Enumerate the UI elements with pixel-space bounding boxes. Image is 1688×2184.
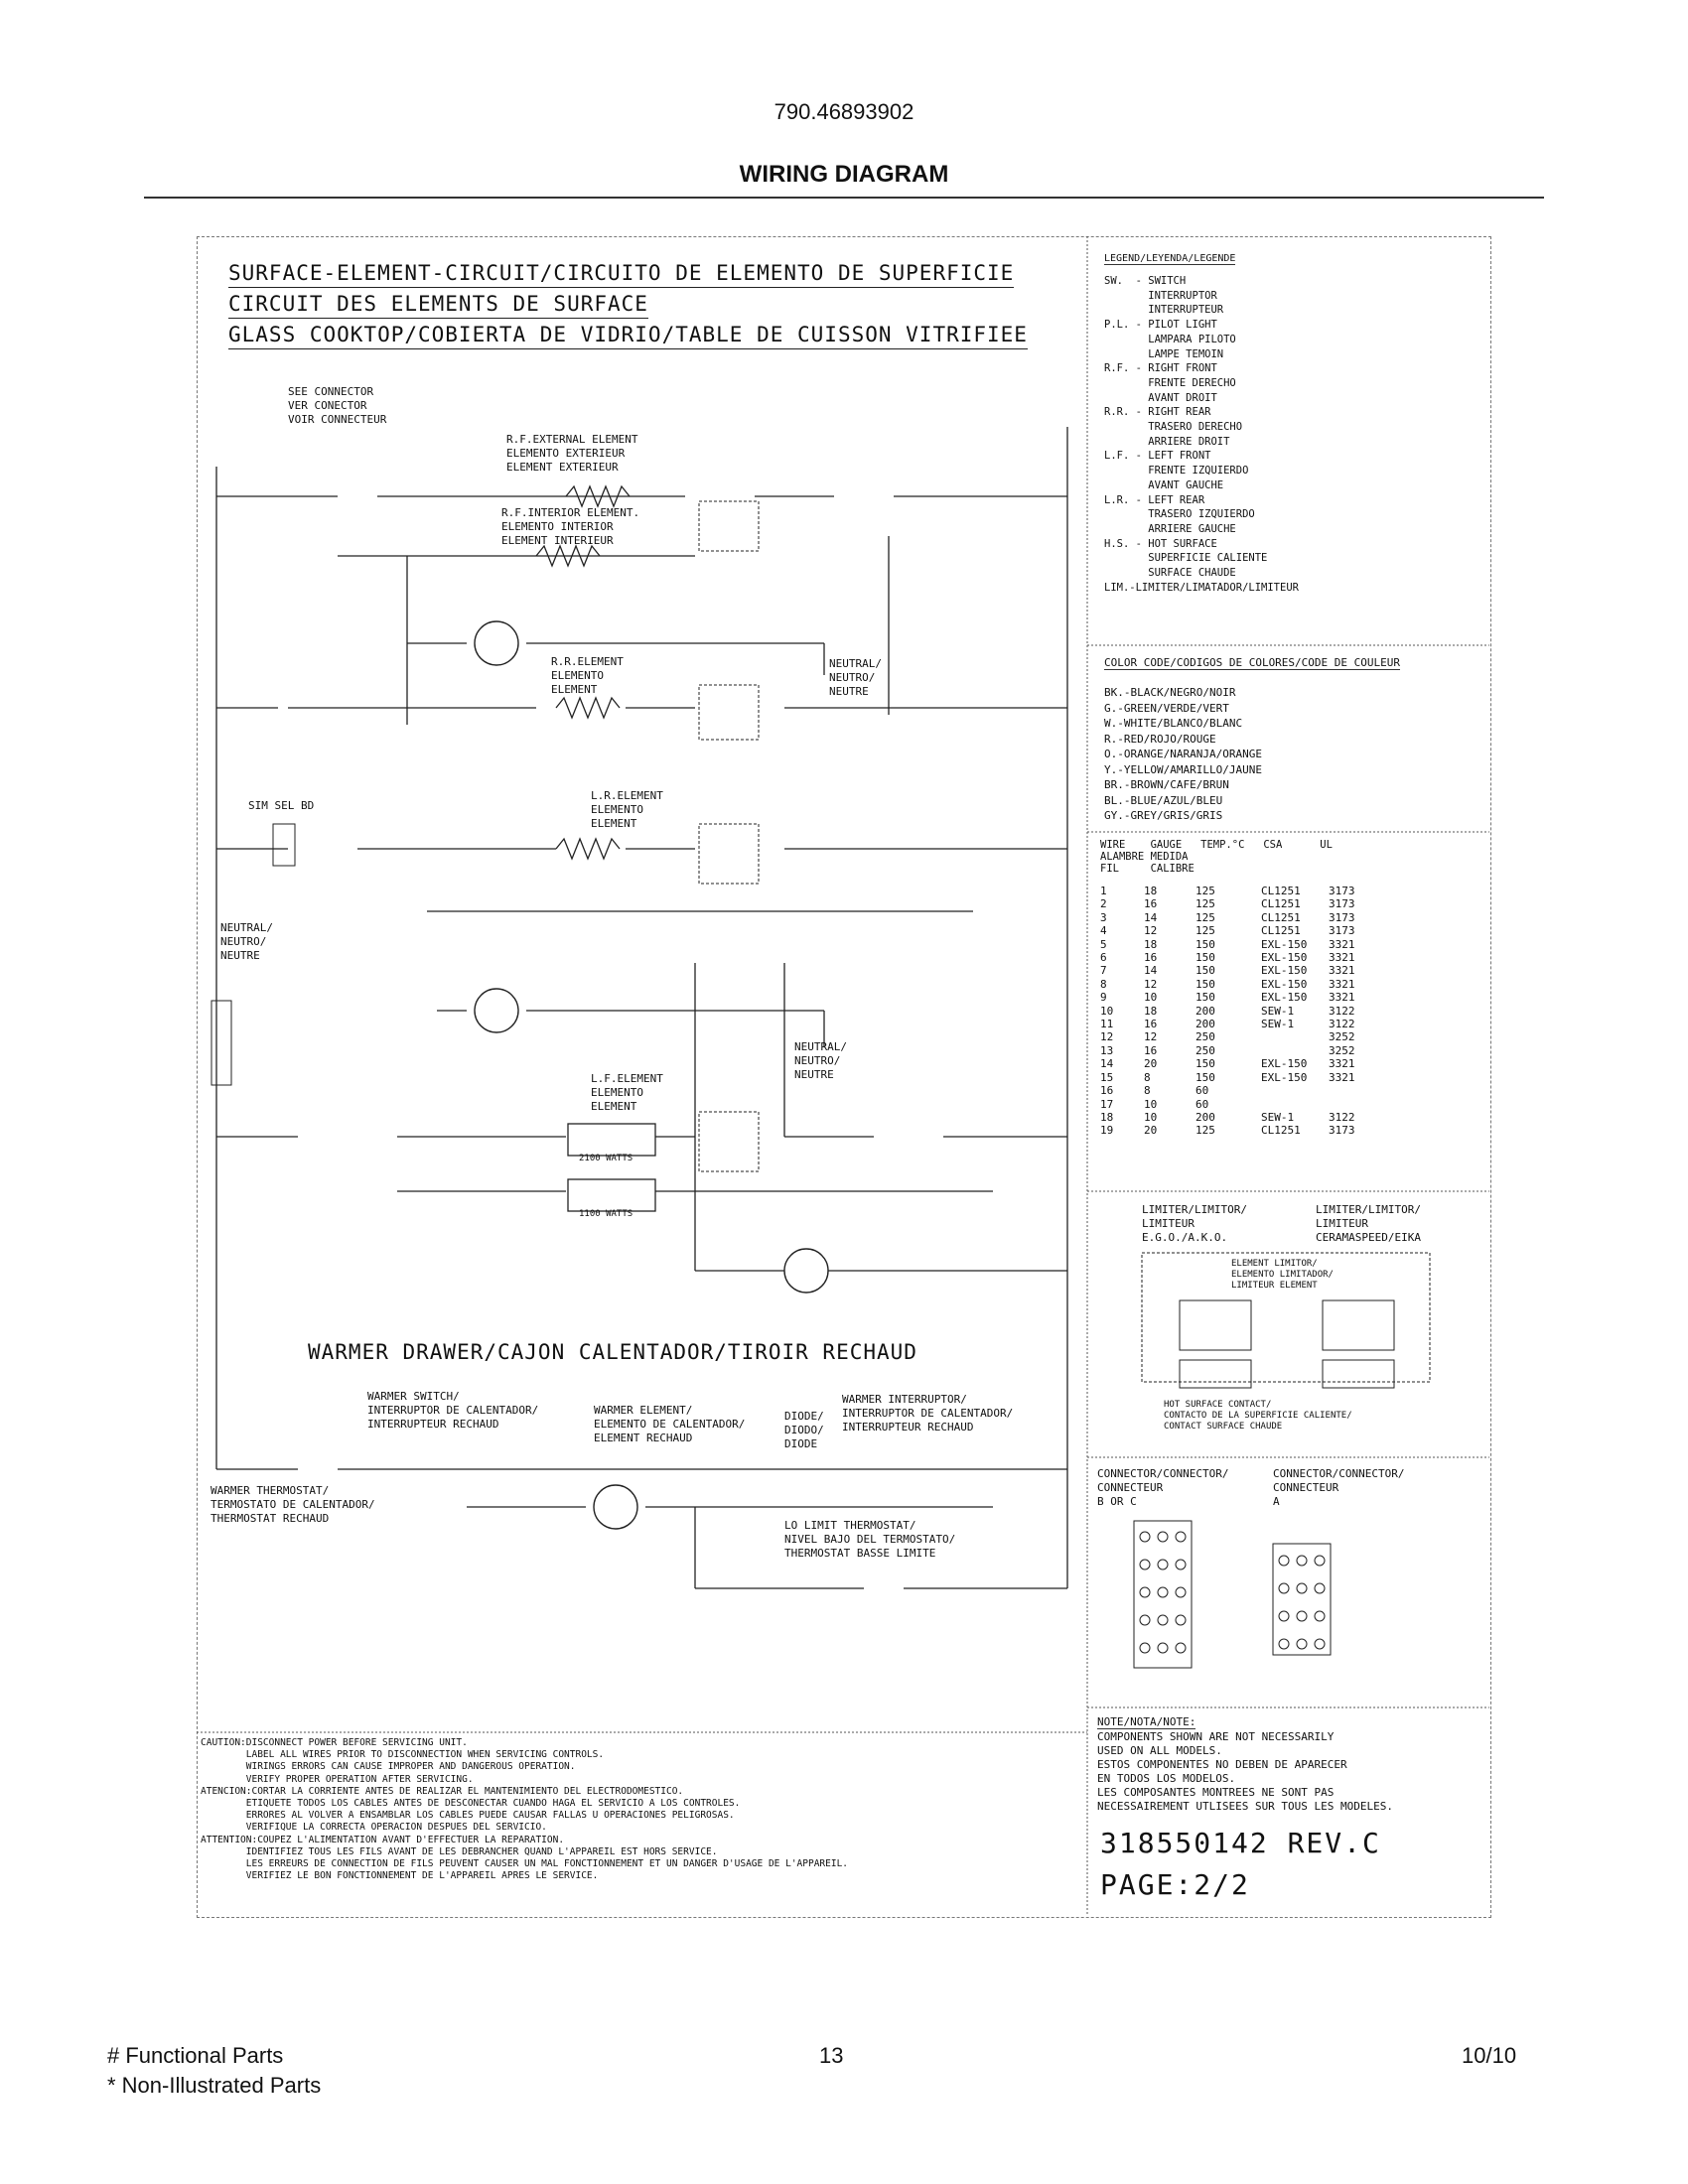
wire-table-cell: 250 <box>1196 1030 1215 1044</box>
limiter-ceramaspeed-label: LIMITER/LIMITOR/ LIMITEUR CERAMASPEED/EIKA <box>1316 1203 1421 1244</box>
wire-table-cell: 18 <box>1100 1110 1114 1124</box>
wire-table-cell: 20 <box>1144 1124 1158 1138</box>
wire-table-cell <box>1261 1030 1329 1043</box>
lf-element-label: L.F.ELEMENT ELEMENTO ELEMENT <box>591 1072 663 1113</box>
wire-table-cell: 12 <box>1100 1030 1114 1044</box>
legend-section <box>1104 248 1299 595</box>
wire-table-row <box>1100 951 1374 964</box>
wire-table-cell: 16 <box>1144 1018 1158 1031</box>
wire-table-cell: EXL-150 <box>1261 991 1308 1005</box>
wire-table-row <box>1100 897 1374 910</box>
wire-table-cell: 13 <box>1100 1043 1114 1057</box>
wire-table-row <box>1100 885 1374 897</box>
wire-table-cell: 150 <box>1196 991 1215 1005</box>
wire-table-cell: 14 <box>1144 964 1158 978</box>
wire-table-cell: SEW-1 <box>1261 1018 1295 1031</box>
page-indicator: PAGE:2/2 <box>1100 1868 1250 1901</box>
wire-table-row <box>1100 1057 1374 1070</box>
warmer-switch-label: WARMER SWITCH/ INTERRUPTOR DE CALENTADOR/ INTERRUPTEUR RECHAUD <box>367 1390 539 1431</box>
non-illustrated-parts-note: * Non-Illustrated Parts <box>107 2073 322 2098</box>
wire-table-cell: 250 <box>1196 1043 1215 1057</box>
wire-table-cell: 10 <box>1144 1110 1158 1124</box>
wire-table-cell: 3173 <box>1329 910 1355 924</box>
wire-table-cell: 17 <box>1100 1097 1114 1111</box>
wire-table-cell: CL1251 <box>1261 924 1301 938</box>
wire-table-row <box>1100 991 1374 1004</box>
wire-table-cell: 16 <box>1144 897 1158 911</box>
connector-b-or-c-label: CONNECTOR/CONNECTOR/ CONNECTEUR B OR C <box>1097 1467 1229 1508</box>
wire-table-cell: 12 <box>1144 977 1158 991</box>
wire-table-cell: EXL-150 <box>1261 951 1308 965</box>
wire-table-cell <box>1261 1044 1329 1057</box>
color-code-body: BK.-BLACK/NEGRO/NOIR G.-GREEN/VERDE/VERT W.-WHITE/BLANCO/BLANC R.-RED/ROJO/ROUGE O.-ORANGE/NARANJA/ORANGE Y.-YELLOW/AMARILLO/JAUNE BR.-BROWN/CAFE/BRUN BL.-BLUE/AZUL/BLEU GY.-GREY/GRIS/GRIS <box>1104 686 1262 822</box>
element-2100-watts: 2100 WATTS <box>579 1154 633 1163</box>
warmer-interruptor-label: WARMER INTERRUPTOR/ INTERRUPTOR DE CALENTADOR/ INTERRUPTEUR RECHAUD <box>842 1393 1014 1433</box>
wire-table-header: WIRE GAUGE TEMP.°C CSA UL ALAMBRE MEDIDA FIL CALIBRE <box>1100 839 1333 875</box>
wire-table-cell: 125 <box>1196 924 1215 938</box>
element-1100-watts: 1100 WATTS <box>579 1209 633 1219</box>
wire-table-row <box>1100 1030 1374 1043</box>
wire-table-cell: EXL-150 <box>1261 964 1308 978</box>
wire-table-row <box>1100 1098 1374 1111</box>
wire-table-cell: 18 <box>1144 937 1158 951</box>
wire-table-cell: 8 <box>1144 1070 1151 1084</box>
wire-table-cell: 3252 <box>1329 1030 1355 1044</box>
wire-table-cell: 60 <box>1196 1084 1209 1098</box>
neutral-label-2: NEUTRAL/ NEUTRO/ NEUTRE <box>220 921 273 962</box>
diagram-title-line-3: GLASS COOKTOP/COBIERTA DE VIDRIO/TABLE DE CUISSON VITRIFIEE <box>228 322 1028 349</box>
lr-element-label: L.R.ELEMENT ELEMENTO ELEMENT <box>591 789 663 830</box>
rf-interior-element-label: R.F.INTERIOR ELEMENT. ELEMENTO INTERIOR ELEMENT INTERIEUR <box>501 506 640 547</box>
wire-table-cell <box>1329 1098 1374 1111</box>
limiter-ego-label: LIMITER/LIMITOR/ LIMITEUR E.G.O./A.K.O. <box>1142 1203 1247 1244</box>
wire-table-cell: CL1251 <box>1261 897 1301 911</box>
wire-table-cell: 200 <box>1196 1004 1215 1018</box>
wire-table-cell: 7 <box>1100 964 1107 978</box>
wire-table-section <box>1100 839 1374 1138</box>
wire-table-cell: EXL-150 <box>1261 937 1308 951</box>
part-number: 318550142 REV.C <box>1100 1827 1381 1859</box>
wire-table-cell: 10 <box>1144 991 1158 1005</box>
wire-table-cell: 5 <box>1100 937 1107 951</box>
wire-table-cell: 20 <box>1144 1057 1158 1071</box>
wire-table-cell: 14 <box>1144 910 1158 924</box>
wire-table-cell: 10 <box>1100 1004 1114 1018</box>
wire-table-cell: 3122 <box>1329 1110 1355 1124</box>
hot-surface-contact-label: HOT SURFACE CONTACT/ CONTACTO DE LA SUPERFICIE CALIENTE/ CONTACT SURFACE CHAUDE <box>1164 1400 1352 1432</box>
neutral-label-3: NEUTRAL/ NEUTRO/ NEUTRE <box>794 1040 847 1081</box>
legend-body: SW. - SWITCH INTERRUPTOR INTERRUPTEUR P.L. - PILOT LIGHT LAMPARA PILOTO LAMPE TEMOIN R.F. - RIGHT FRONT FRENTE DERECHO AVANT DROIT R.R. - RIGHT REAR TRASERO DERECHO ARRIERE DROIT L.F. - LEFT FRONT FRENTE IZQUIERDO AVANT GAUCHE L.R. - LEFT REAR TRASERO IZQUIERDO ARRIERE GAUCHE H.S. - HOT SURFACE SUPERFICIE CALIENTE SURFACE CHAUDE LIM.-LIMITER/LIMATADOR/LIMITEUR <box>1104 275 1299 594</box>
wire-table-row <box>1100 924 1374 937</box>
note-body: COMPONENTS SHOWN ARE NOT NECESSARILY USED ON ALL MODELS. ESTOS COMPONENTES NO DEBEN DE APARECER EN TODOS LOS MODELOS. LES COMPOSANTES MONTREES NE SONT PAS NECESSAIREMENT UTLISEES SUR TOUS LES MODELES. <box>1097 1730 1394 1813</box>
wire-table-cell: EXL-150 <box>1261 1070 1308 1084</box>
element-limiter-label: ELEMENT LIMITOR/ ELEMENTO LIMITADOR/ LIMITEUR ELEMENT <box>1231 1259 1334 1291</box>
wire-table-cell: 125 <box>1196 1124 1215 1138</box>
wire-table-cell: 12 <box>1144 924 1158 938</box>
rr-element-label: R.R.ELEMENT ELEMENTO ELEMENT <box>551 655 624 696</box>
wire-table-row <box>1100 1018 1374 1030</box>
rf-external-element-label: R.F.EXTERNAL ELEMENT ELEMENTO EXTERIEUR ELEMENT EXTERIEUR <box>506 433 638 474</box>
wire-table-cell: 200 <box>1196 1110 1215 1124</box>
wire-table-row <box>1100 1044 1374 1057</box>
model-number: 790.46893902 <box>774 99 914 124</box>
wire-table-cell: 3321 <box>1329 977 1355 991</box>
page-number: 13 <box>819 2043 844 2068</box>
wire-table-cell: 3321 <box>1329 937 1355 951</box>
wire-table-row <box>1100 1071 1374 1084</box>
footer-date: 10/10 <box>1462 2043 1517 2068</box>
wire-table-cell: 3321 <box>1329 951 1355 965</box>
wire-table-cell: 2 <box>1100 897 1107 911</box>
wire-table-cell: 3173 <box>1329 897 1355 911</box>
wire-table-cell: 16 <box>1144 1043 1158 1057</box>
note-heading: NOTE/NOTA/NOTE: <box>1097 1715 1196 1728</box>
wire-table-row <box>1100 964 1374 977</box>
wire-table-cell: 3321 <box>1329 1057 1355 1071</box>
wire-table-cell: CL1251 <box>1261 885 1301 897</box>
connector-a-label: CONNECTOR/CONNECTOR/ CONNECTEUR A <box>1273 1467 1405 1508</box>
wire-table-cell: EXL-150 <box>1261 1057 1308 1071</box>
neutral-label-1: NEUTRAL/ NEUTRO/ NEUTRE <box>829 657 882 698</box>
wire-table-cell: EXL-150 <box>1261 977 1308 991</box>
wire-table-cell: 150 <box>1196 937 1215 951</box>
wire-table-cell: 14 <box>1100 1057 1114 1071</box>
wire-table-cell: 16 <box>1144 951 1158 965</box>
wire-table-cell: 150 <box>1196 964 1215 978</box>
wire-table-cell: SEW-1 <box>1261 1004 1295 1018</box>
warmer-thermostat-label: WARMER THERMOSTAT/ TERMOSTATO DE CALENTADOR/ THERMOSTAT RECHAUD <box>211 1484 375 1525</box>
wire-table-cell: 3122 <box>1329 1018 1355 1031</box>
wire-table-cell: 3321 <box>1329 991 1355 1005</box>
wire-table-cell: 18 <box>1144 1004 1158 1018</box>
wire-table-cell: 4 <box>1100 924 1107 938</box>
note-section <box>1097 1712 1393 1814</box>
legend-heading: LEGEND/LEYENDA/LEGENDE <box>1104 253 1236 264</box>
wire-table-cell: CL1251 <box>1261 1124 1301 1138</box>
wire-table-cell: 3173 <box>1329 1124 1355 1138</box>
warmer-element-label: WARMER ELEMENT/ ELEMENTO DE CALENTADOR/ ELEMENT RECHAUD <box>594 1404 746 1444</box>
see-connector-label: SEE CONNECTOR VER CONECTOR VOIR CONNECTEUR <box>288 385 387 426</box>
wire-table-cell: CL1251 <box>1261 910 1301 924</box>
wire-table-cell: 125 <box>1196 885 1215 897</box>
wire-table-cell: 60 <box>1196 1097 1209 1111</box>
wire-table-row <box>1100 1005 1374 1018</box>
wire-table-cell: 1 <box>1100 885 1107 897</box>
wire-table-cell: 150 <box>1196 1057 1215 1071</box>
wire-table-row <box>1100 978 1374 991</box>
wire-table-cell: 125 <box>1196 910 1215 924</box>
wire-table-cell: 3173 <box>1329 885 1355 897</box>
functional-parts-note: # Functional Parts <box>107 2043 284 2068</box>
wire-table-cell: 3252 <box>1329 1043 1355 1057</box>
wire-table-cell: 18 <box>1144 885 1158 897</box>
wire-table-row <box>1100 1124 1374 1137</box>
wire-table-cell: 3321 <box>1329 964 1355 978</box>
wire-table-cell: 150 <box>1196 951 1215 965</box>
sim-sel-bd-label: SIM SEL BD <box>248 799 315 812</box>
wire-table-cell: 16 <box>1100 1084 1114 1098</box>
diode-label: DIODE/ DIODO/ DIODE <box>784 1410 824 1450</box>
wire-table-cell: 200 <box>1196 1018 1215 1031</box>
wire-table-row <box>1100 938 1374 951</box>
lo-limit-thermostat-label: LO LIMIT THERMOSTAT/ NIVEL BAJO DEL TERMOSTATO/ THERMOSTAT BASSE LIMITE <box>784 1519 956 1560</box>
wire-table-cell <box>1329 1084 1374 1097</box>
wire-table <box>1100 885 1374 1138</box>
wire-table-cell: 10 <box>1144 1097 1158 1111</box>
wire-table-cell: 8 <box>1100 977 1107 991</box>
page-title: WIRING DIAGRAM <box>739 161 949 188</box>
wire-table-cell <box>1261 1084 1329 1097</box>
color-code-section <box>1104 653 1400 824</box>
diagram-title-line-2: CIRCUIT DES ELEMENTS DE SURFACE <box>228 291 648 319</box>
wire-table-cell: 150 <box>1196 1070 1215 1084</box>
caution-notice: CAUTION:DISCONNECT POWER BEFORE SERVICING UNIT. LABEL ALL WIRES PRIOR TO DISCONNECTION WHEN SERVICING CONTROLS. WIRINGS ERRORS CAN CAUSE IMPROPER AND DANGEROUS OPERATION. VERIFY PROPER OPERATION AFTER SERVICING. ATENCION:CORTAR LA CORRIENTE ANTES DE REALIZAR EL MANTENIMIENTO DEL ELECTRODOMESTICO. ETIQUETE TODOS LOS CABLES ANTES DE DESCONECTAR CUANDO HAGA EL SERVICIO A LOS CONTROLES. ERRORES AL VOLVER A ENSAMBLAR LOS CABLES PUEDE CAUSAR FALLAS U OPERACIONES PELIGROSAS. VERIFIQUE LA CORRECTA OPERACION DESPUES DEL SERVICIO. ATTENTION:COUPEZ L'ALIMENTATION AVANT D'EFFECTUER LA REPARATION. IDENTIFIEZ TOUS LES FILS AVANT DE LES DEBRANCHER QUAND L'APPAREIL EST HORS SERVICE. LES ERREURS DE CONNECTION DE FILS PEUVENT CAUSER UN MAL FONCTIONNEMENT ET UN DANGER D'USAGE DE L'APPAREIL. VERIFIEZ LE BON FONCTIONNEMENT DE L'APPAREIL APRES LE SERVICE. <box>201 1737 849 1882</box>
wire-table-cell: 19 <box>1100 1124 1114 1138</box>
wire-table-cell: SEW-1 <box>1261 1110 1295 1124</box>
wire-table-cell: 6 <box>1100 951 1107 965</box>
wire-table-cell: 3173 <box>1329 924 1355 938</box>
wire-table-cell: 15 <box>1100 1070 1114 1084</box>
wire-table-cell: 125 <box>1196 897 1215 911</box>
warmer-drawer-title: WARMER DRAWER/CAJON CALENTADOR/TIROIR RECHAUD <box>308 1340 917 1364</box>
diagram-title-line-1: SURFACE-ELEMENT-CIRCUIT/CIRCUITO DE ELEMENTO DE SUPERFICIE <box>228 260 1014 288</box>
wire-table-cell: 11 <box>1100 1018 1114 1031</box>
wire-table-cell: 150 <box>1196 977 1215 991</box>
wire-table-cell: 3 <box>1100 910 1107 924</box>
wire-table-cell: 12 <box>1144 1030 1158 1044</box>
wire-table-row <box>1100 1111 1374 1124</box>
wire-table-cell: 3122 <box>1329 1004 1355 1018</box>
wire-table-cell: 3321 <box>1329 1070 1355 1084</box>
wire-table-row <box>1100 1084 1374 1097</box>
wire-table-row <box>1100 911 1374 924</box>
wire-table-cell: 8 <box>1144 1084 1151 1098</box>
wire-table-cell: 9 <box>1100 991 1107 1005</box>
color-code-heading: COLOR CODE/CODIGOS DE COLORES/CODE DE COULEUR <box>1104 656 1401 669</box>
wire-table-cell <box>1261 1098 1329 1111</box>
